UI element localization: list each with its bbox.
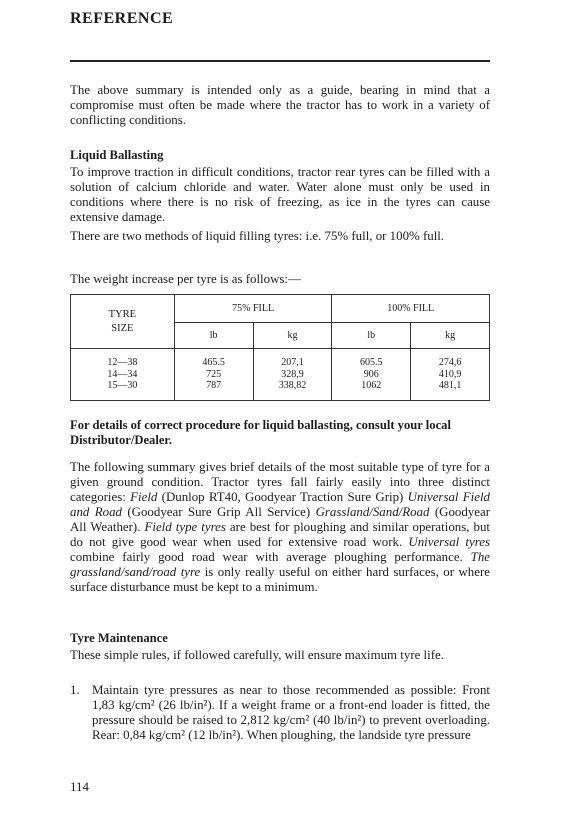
tyre-size-header-text: TYRE SIZE	[108, 308, 137, 334]
fill-75-header: 75% FILL	[174, 295, 332, 323]
summary-text-1: The following summary gives brief details of the most suitable type of tyre for a given ground condition. Tractor tyres fall fairly easily into three distinct categories:	[70, 460, 490, 504]
kg75-cell: 328,9	[281, 368, 304, 380]
tyre-summary-paragraph	[70, 460, 490, 595]
universal-term: Universal Field and Road	[70, 490, 491, 519]
liquid-ballasting-heading: Liquid Ballasting	[70, 148, 164, 162]
unit-lb-75: lb	[174, 323, 253, 349]
page-number: 114	[70, 779, 90, 794]
liquid-paragraph-2: There are two methods of liquid filling tyres: i.e. 75% full, or 100% full.	[70, 229, 445, 243]
summary-text-7: is only really useful on either hard surfaces, or where surface disturbance must be kept to a minimum.	[70, 565, 490, 594]
universal-tyres-term: Universal tyres	[408, 535, 491, 549]
lb100-cell: 1062	[361, 380, 382, 392]
lb100-column	[332, 349, 411, 401]
maintenance-list-item	[70, 683, 490, 743]
size-column	[71, 349, 175, 401]
lb75-cell: 465.5	[202, 357, 225, 369]
summary-text-3: (Goodyear Sure Grip All Service)	[121, 505, 316, 519]
section-header: REFERENCE	[70, 10, 174, 27]
size-cell: 12—38	[107, 357, 138, 369]
lb75-cell: 787	[206, 380, 222, 392]
unit-kg-100: kg	[411, 323, 490, 349]
kg75-column	[253, 349, 332, 401]
kg100-cell: 481,1	[438, 380, 462, 392]
summary-text-5: are best for ploughing and similar operations, but do not give good wear when used for extensive road work.	[70, 520, 490, 549]
unit-kg-75: kg	[253, 323, 332, 349]
lb75-column	[174, 349, 253, 401]
kg100-column	[411, 349, 490, 401]
summary-text-4: (Goodyear All Weather).	[70, 505, 490, 534]
liquid-paragraph-1: To improve traction in difficult conditions, tractor rear tyres can be filled with a solution of calcium chloride and water. Water alone must only be used in conditions where there is no risk of freezing, as ice in the tyres can cause extensive damage.	[70, 165, 490, 224]
header-rule	[70, 60, 490, 62]
size-cell: 15—30	[107, 380, 138, 392]
liquid-paragraph-3: The weight increase per tyre is as follows:—	[70, 272, 301, 286]
dealer-note: For details of correct procedure for liquid ballasting, consult your local Distributor/Dealer.	[70, 418, 451, 447]
weight-table-wrapper	[70, 294, 490, 401]
field-term: Field	[130, 490, 158, 504]
lb100-cell: 906	[363, 368, 379, 380]
lb75-cell: 725	[206, 368, 222, 380]
size-cell: 14—34	[107, 368, 138, 380]
lb100-cell: 605.5	[360, 357, 383, 369]
list-text: Maintain tyre pressures as near to those recommended as possible: Front 1,83 kg/cm² (26 lb/in²). If a weight frame or a front-end loader is fitted, the pressure should be raised to 2,812 kg/cm² (40 lb/in²) to prevent overloading. Rear: 0,84 kg/cm² (12 lb/in²). When ploughing, the landside tyre pressure	[92, 683, 490, 742]
tyre-maintenance-heading: Tyre Maintenance	[70, 631, 168, 645]
list-number: 1.	[70, 683, 80, 697]
grassland-term: Grassland/Sand/Road	[315, 505, 430, 519]
summary-text-6: combine fairly good road wear with average ploughing performance.	[70, 550, 471, 564]
table-body-row	[71, 349, 490, 401]
unit-lb-100: lb	[332, 323, 411, 349]
intro-paragraph: The above summary is intended only as a guide, bearing in mind that a compromise must often be made where the tractor has to work in a variety of conflicting conditions.	[70, 83, 490, 127]
fill-100-header: 100% FILL	[332, 295, 490, 323]
kg100-cell: 410,9	[438, 368, 462, 380]
summary-text-2: (Dunlop RT40, Goodyear Traction Sure Grip)	[157, 490, 408, 504]
maintenance-intro: These simple rules, if followed carefully, will ensure maximum tyre life.	[70, 648, 444, 662]
kg100-cell: 274,6	[438, 357, 462, 369]
kg75-cell: 338,82	[278, 380, 307, 392]
grassland-tyre-term: The grassland/sand/road tyre	[70, 550, 490, 579]
kg75-cell: 207,1	[281, 357, 304, 369]
tyre-size-header	[71, 295, 175, 349]
weight-table	[70, 294, 490, 401]
field-type-term: Field type tyres	[144, 520, 226, 534]
